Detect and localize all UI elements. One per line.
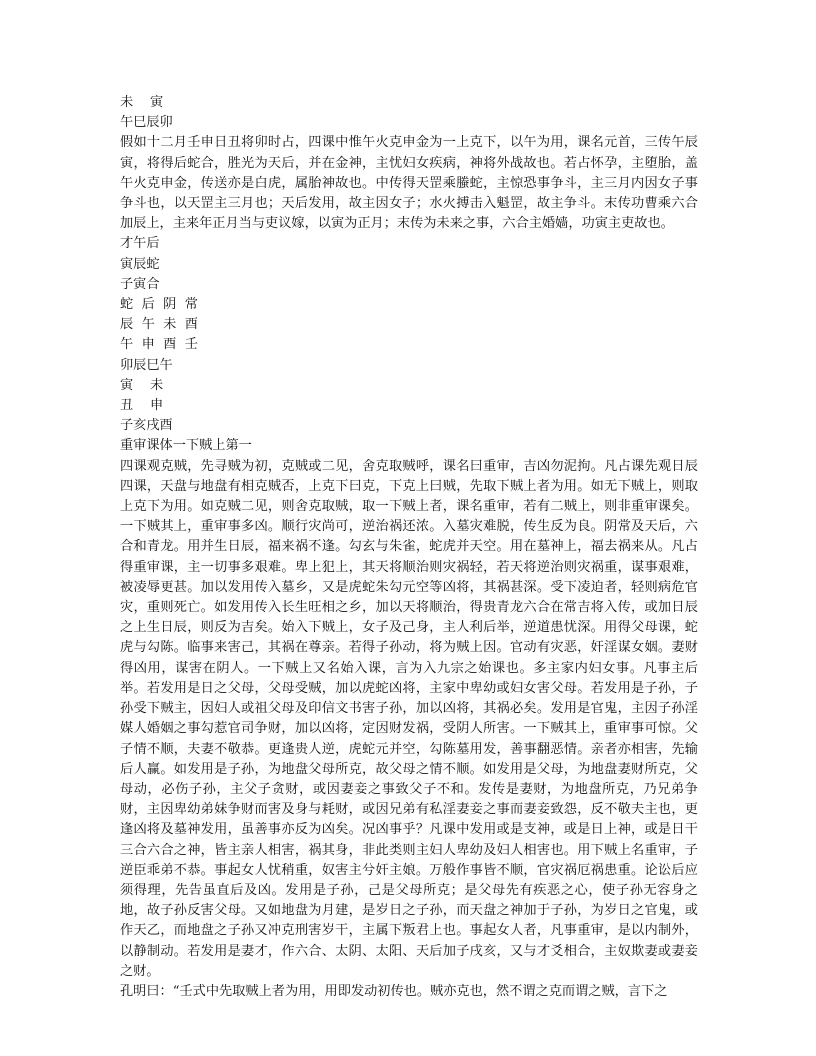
text-line: 子亥戌酉 bbox=[120, 418, 173, 434]
text-line: 寅 未 bbox=[120, 377, 164, 393]
paragraph: 四课观克贼，先寻贼为初，克贼或二见，舍克取贼呼，课名曰重审，吉凶勿泥拘。凡占课先观日辰四课，天盘与地盘有相克贼否，上克下曰克，下克上曰贼，先取下贼上者为用。如无下贼上，则取上克下为用。如克贼二见，则舍克取贼，取一下贼上者，课名重审，若有二贼上，则非重审课矣。一下贼其上，重审事多凶。顺行灾尚可，逆治祸还浓。入墓灾难脱，传生反为良。阴常及天后，六合和青龙。用并生日辰，福来祸不逢。勾玄与朱雀，蛇虎并天空。用在墓神上，福去祸来从。凡占得重审课，主一切事多艰难。卑上犯上，其天将顺治则灾祸轻，若天将逆治则灾祸重，谋事艰难，被凌辱更甚。加以发用传入墓乡，又是虎蛇朱勾元空等凶将，其祸甚深。受下凌迫者，轻则病危官灾，重则死亡。如发用传入长生旺相之乡，加以天将顺治，得贵青龙六合在常吉将入传，或加日辰之上生日辰，则反为吉矣。始入下贼上，女子及己身，主人利后举，逆道患忧深。用得父母课，蛇虎与勾陈。临事来害己，其祸在尊亲。若得子孙动，将为贼上因。官动有灾恶，奸淫谋女姻。妻财得凶用，谋害在阴人。一下贼上又名始入课，言为入九宗之始课也。多主家内妇女事。凡事主后举。若发用是日之父母，父母受贼，加以虎蛇凶将，主家中卑幼或妇女害父母。若发用是子孙，子孙受下贼主，因妇人或祖父母及印信文书害子孙，加以凶将，其祸必矣。发用是官鬼，主因子孙淫媒人婚姻之事勾惹官司争财，加以凶将，定因财发祸，受阴人所害。一下贼其上，重审事可惊。父子情不顺，夫妻不敬恭。更逢贵人逆，虎蛇元并空，勾陈墓用发，善事翻恶情。亲者亦相害，先输后人赢。如发用是子孙，为地盘父母所克，故父母之情不顺。如发用是父母，为地盘妻财所克，父母动，必伤子孙，主父子贪财，或因妻妾之事致父子不和。发传是妻财，为地盘所克，乃兄弟争财，主因卑幼弟妹争财而害及身与耗财，或因兄弟有私淫妻妾之事而妻妾致怨，反不敬夫主也，更逢凶将及墓神发用，虽善事亦反为凶矣。况凶事乎？凡课中发用或是支神，或是日上神，或是日干三合六合之神，皆主亲人相害，祸其身，非此类则主妇人卑幼及妇人相害也。用下贼上名重审，子逆臣乖弟不恭。事起女人忧稍重，奴害主兮奸主娘。万般作事皆不顺，官灾祸厄祸患重。论讼后应须得理，先告虽直后及凶。发用是子孙，己是父母所克；是父母先有疾恶之心，使子孙无容身之地，故子孙反害父母。又如地盘为月建，是岁日之子孙，而天盘之神加于子孙，为岁日之官鬼，或作天乙，而地盘之子孙又冲克刑害岁干，主属下叛君上也。事起女人者，凡事重审，是以内制外，以静制动。若发用是妻才，作六合、太阴、太阳、天后加子戌亥，又与才爻相合，主奴欺妻或妻妾之财。 bbox=[120, 458, 698, 979]
text-line: 子寅合 bbox=[120, 276, 160, 292]
text-line: 卯辰巳午 bbox=[120, 357, 173, 373]
text-line: 午巳辰卯 bbox=[120, 115, 173, 131]
text-line: 寅辰蛇 bbox=[120, 256, 160, 272]
text-line: 丑 申 bbox=[120, 398, 164, 414]
text-line: 未 寅 bbox=[120, 95, 164, 110]
document-page bbox=[120, 93, 698, 1002]
text-line: 辰 午 未 酉 bbox=[120, 317, 198, 333]
text-line: 午 申 酉 壬 bbox=[120, 337, 198, 353]
paragraph: 孔明曰：“壬式中先取贼上者为用，用即发动初传也。贼亦克也，然不谓之克而谓之贼，言下之 bbox=[120, 983, 668, 999]
text-line: 蛇 后 阴 常 bbox=[120, 297, 198, 313]
text-line: 才午后 bbox=[120, 236, 160, 252]
paragraph: 假如十二月壬申日丑将卯时占，四课中惟午火克申金为一上克下，以午为用，课名元首，三传午辰寅，将得后蛇合，胜光为天后，并在金神，主忧妇女疾病，神将外战故也。若占怀孕，主堕胎，盖午火克申金，传送亦是白虎，属胎神故也。中传得天罡乘螣蛇，主惊恐事争斗，主三月内因女子事争斗也，以天罡主三月也；天后发用，故主因女子；水火搏击入魁罡，故主争斗。末传功曹乘六合加辰上，主来年正月当与吏议嫁，以寅为正月；末传为未来之事，六合主婚嫱，功寅主吏故也。 bbox=[120, 135, 698, 232]
section-heading: 重审课体一下贼上第一 bbox=[120, 438, 252, 454]
